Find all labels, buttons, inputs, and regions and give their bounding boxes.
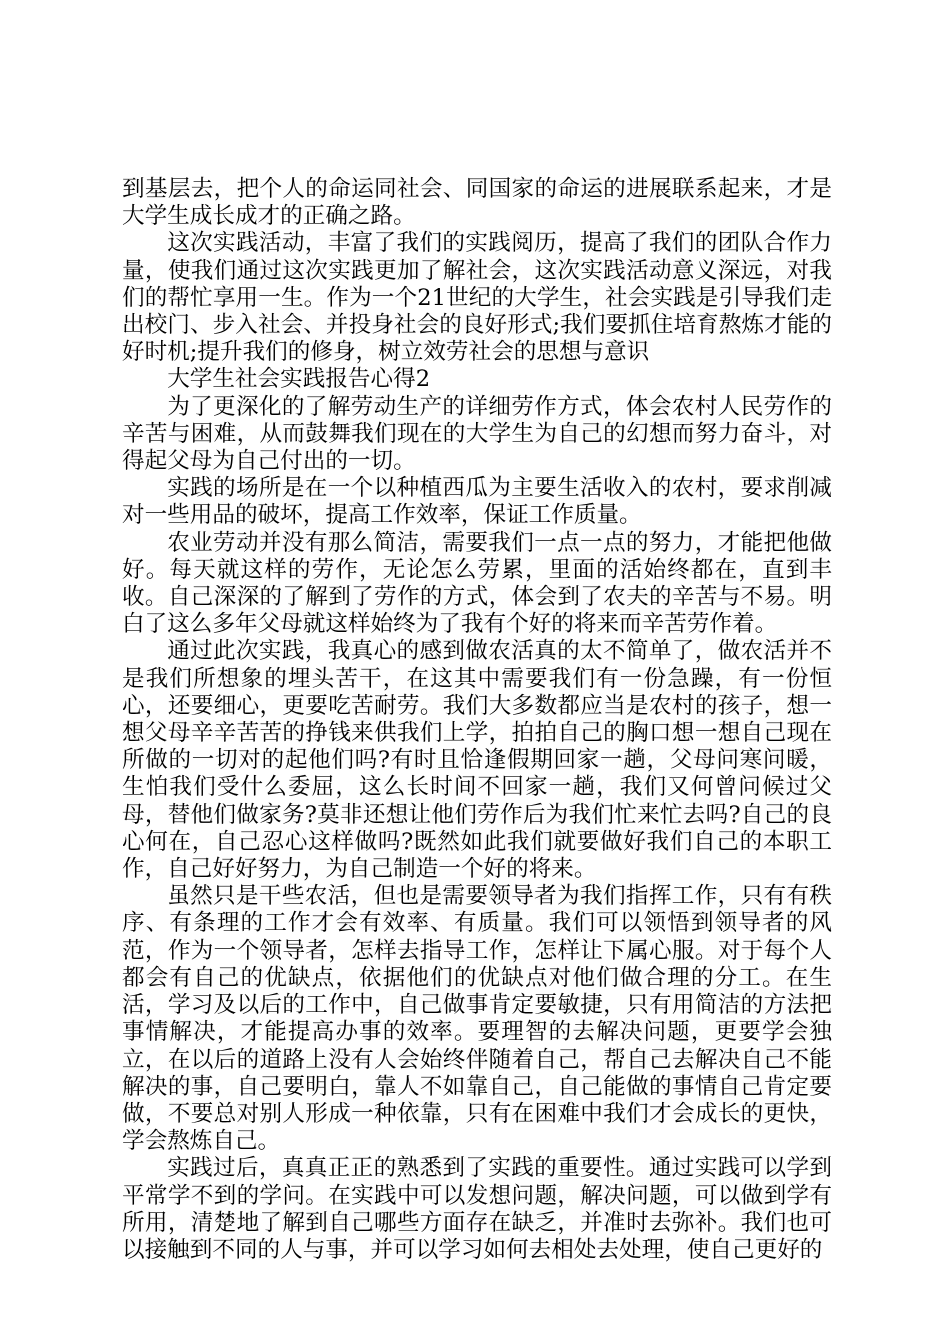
paragraph-7: 虽然只是干些农活，但也是需要领导者为我们指挥工作，只有有秩序、有条理的工作才会有效率、有质量。我们可以领悟到领导者的风范，作为一个领导者，怎样去指导工作，怎样让下属心服。对于每个人都会有自己的优缺点，依据他们的优缺点对他们做合理的分工。在生活，学习及以后的工作中，自己做事肯定要敏捷，只有用简洁的方法把事情解决，才能提高办事的效率。要理智的去解决问题，更要学会独立，在以后的道路上没有人会始终伴随着自己，帮自己去解决自己不能解决的事，自己要明白，靠人不如靠自己，自己能做的事情自己肯定要做，不要总对别人形成一种依靠，只有在困难中我们才会成长的更快，学会熬炼自己。 [122,883,832,1155]
paragraph-1: 到基层去，把个人的命运同社会、同国家的命运的进展联系起来，才是大学生成长成才的正确之路。 [122,176,832,230]
paragraph-8: 实践过后，真真正正的熟悉到了实践的重要性。通过实践可以学到平常学不到的学问。在实践中可以发想问题，解决问题，可以做到学有所用，清楚地了解到自己哪些方面存在缺乏，并准时去弥补。我们也可以接触到不同的人与事，并可以学习如何去相处去处理，使自己更好的 [122,1155,832,1263]
paragraph-2: 这次实践活动，丰富了我们的实践阅历，提高了我们的团队合作力量，使我们通过这次实践更加了解社会，这次实践活动意义深远，对我们的帮忙享用一生。作为一个21世纪的大学生，社会实践是引导我们走出校门、步入社会、并投身社会的良好形式;我们要抓住培育熬炼才能的好时机;提升我们的修身，树立效劳社会的思想与意识 [122,230,832,366]
document-page [122,176,832,1264]
section-heading: 大学生社会实践报告心得2 [167,366,431,393]
paragraph-3: 为了更深化的了解劳动生产的详细劳作方式，体会农村人民劳作的辛苦与困难，从而鼓舞我们现在的大学生为自己的幻想而努力奋斗，对得起父母为自己付出的一切。 [122,393,832,475]
paragraph-6: 通过此次实践，我真心的感到做农活真的太不简单了，做农活并不是我们所想象的埋头苦干，在这其中需要我们有一份急躁，有一份恒心，还要细心，更要吃苦耐劳。我们大多数都应当是农村的孩子，想一想父母辛辛苦苦的挣钱来供我们上学，拍拍自己的胸口想一想自己现在所做的一切对的起他们吗?有时且恰逢假期回家一趟，父母问寒问暖，生怕我们受什么委屈，这么长时间不回家一趟，我们又何曾问候过父母，替他们做家务?莫非还想让他们劳作后为我们忙来忙去吗?自己的良心何在，自己忍心这样做吗?既然如此我们就要做好我们自己的本职工作，自己好好努力，为自己制造一个好的将来。 [122,638,832,883]
paragraph-5: 农业劳动并没有那么简洁，需要我们一点一点的努力，才能把他做好。每天就这样的劳作，无论怎么劳累，里面的活始终都在，直到丰收。自己深深的了解到了劳作的方式，体会到了农夫的辛苦与不易。明白了这么多年父母就这样始终为了我有个好的将来而辛苦劳作着。 [122,529,832,638]
paragraph-4: 实践的场所是在一个以种植西瓜为主要生活收入的农村，要求削减对一些用品的破坏，提高工作效率，保证工作质量。 [122,475,832,529]
